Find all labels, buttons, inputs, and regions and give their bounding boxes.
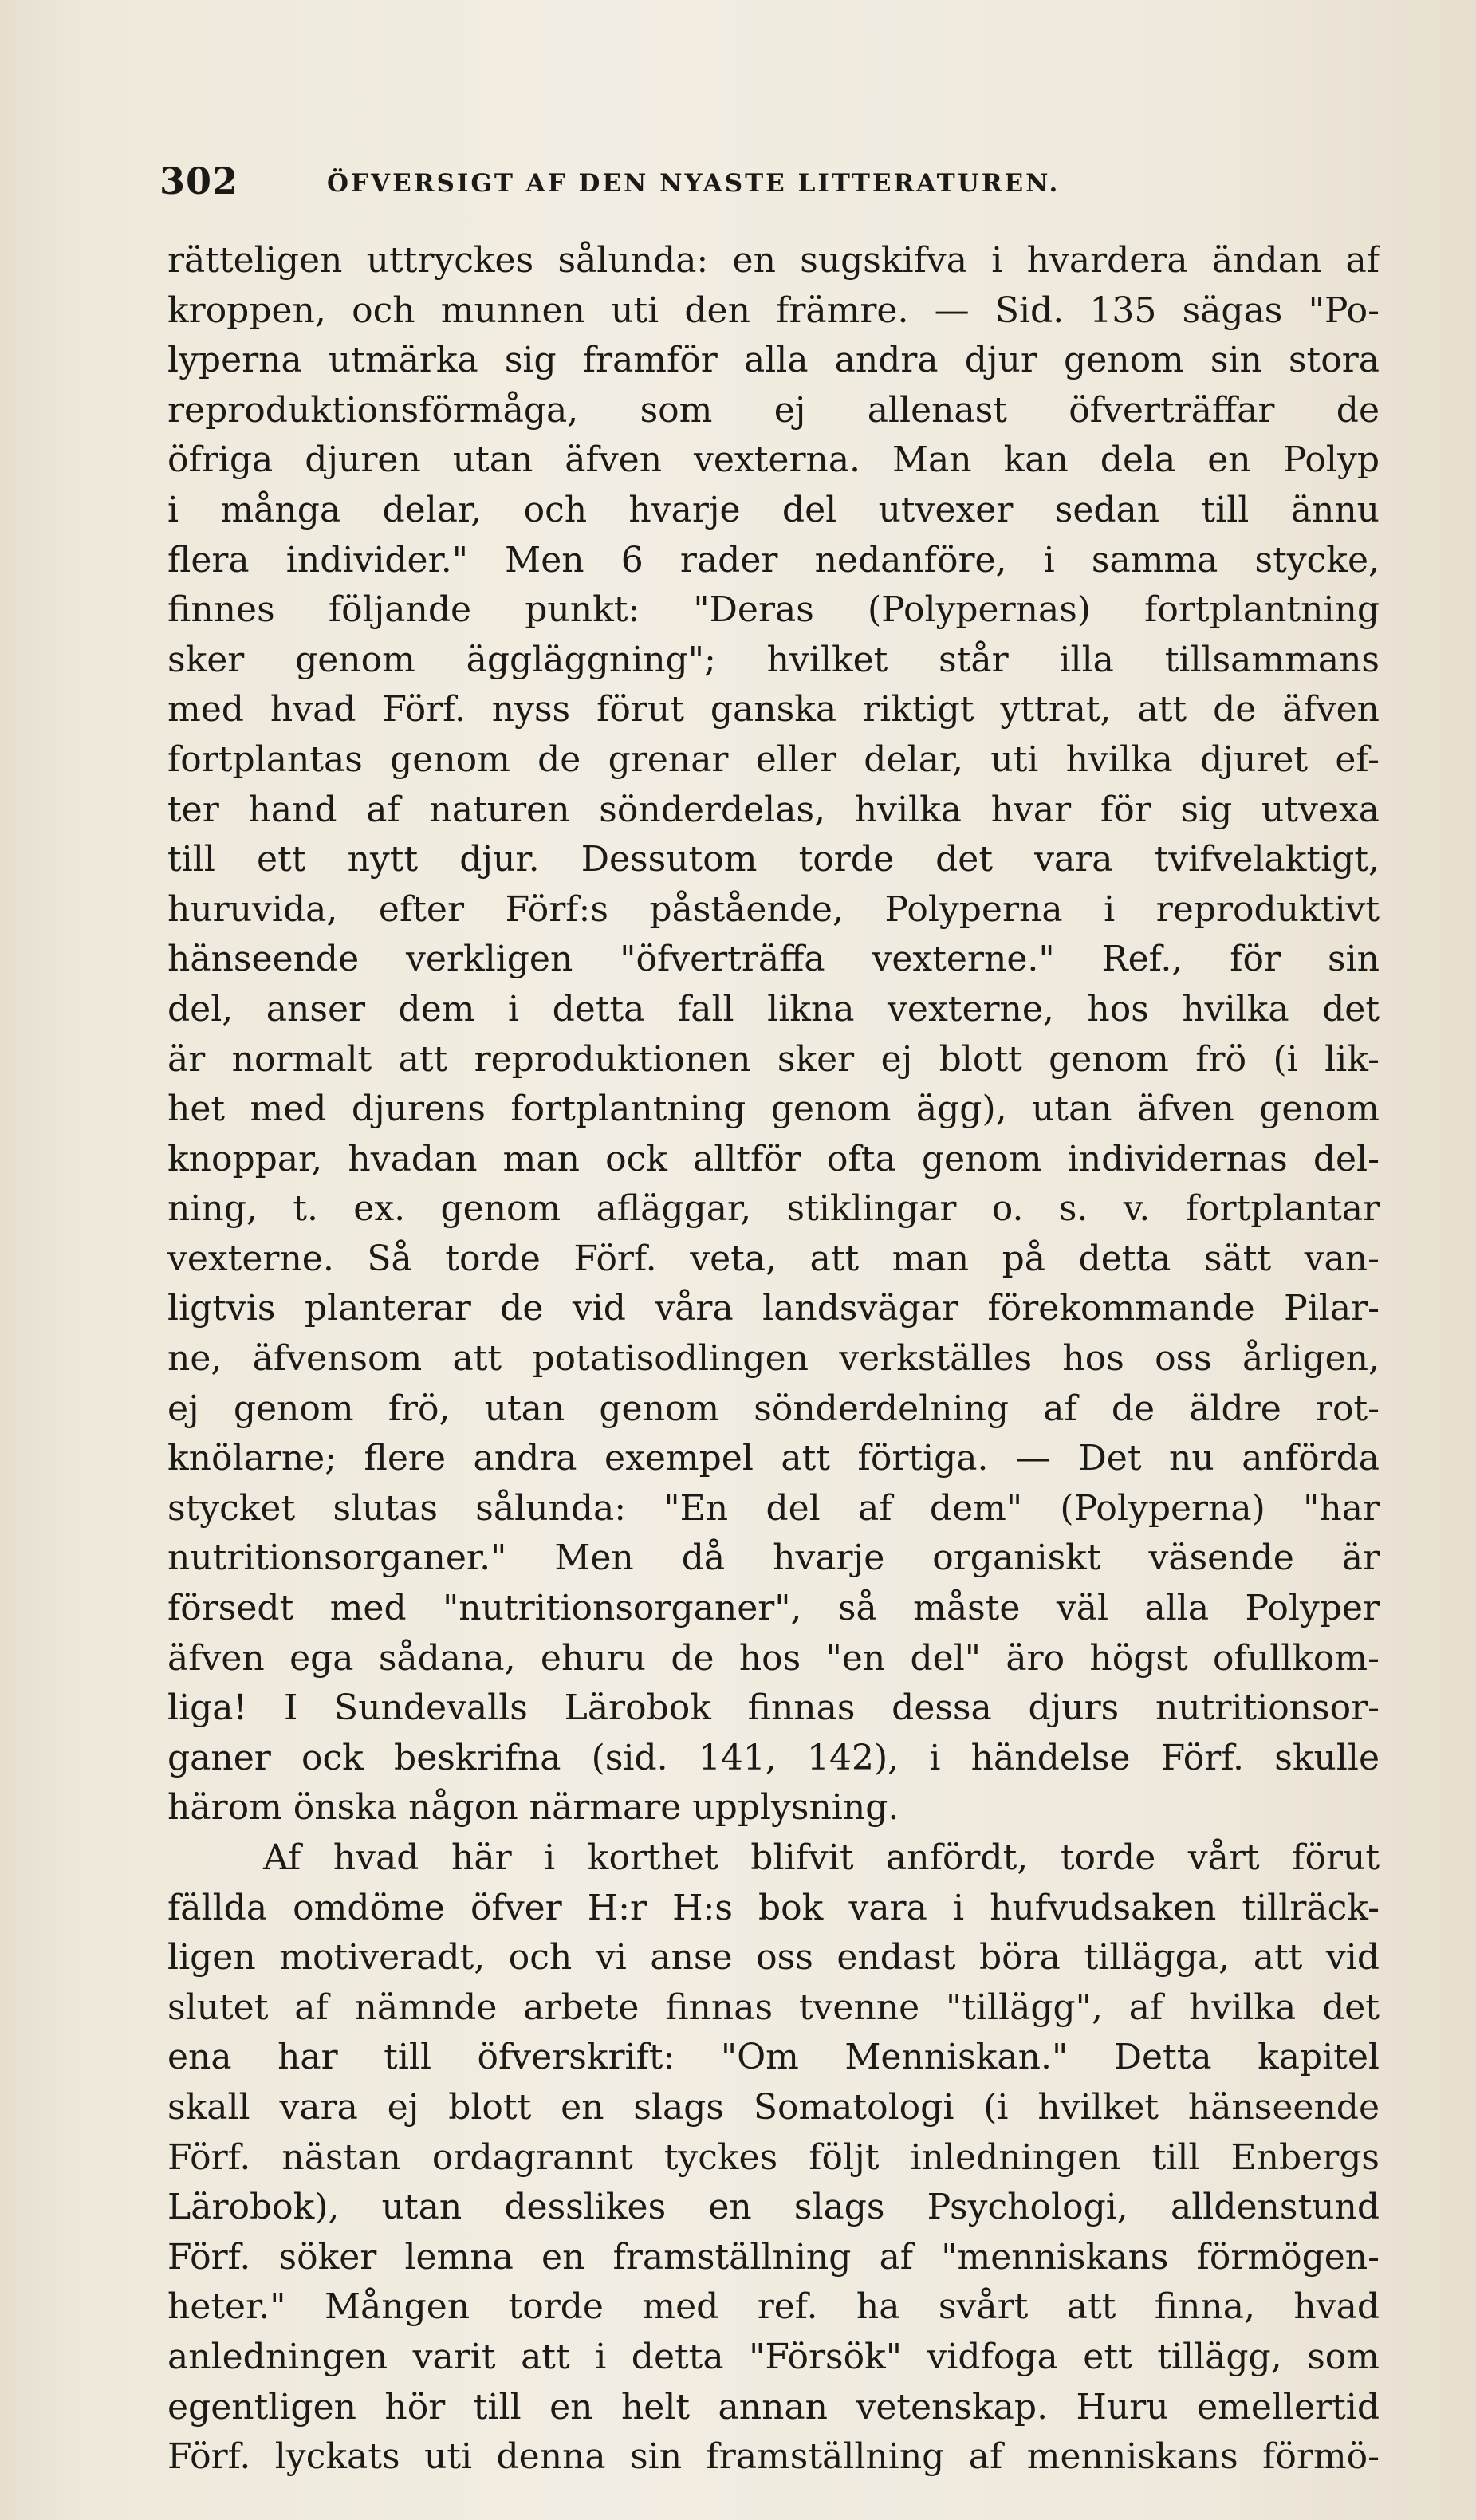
text-line: stycket slutas sålunda: "En del af dem" (Polyperna) "har bbox=[167, 1487, 1380, 1529]
text-line: ter hand af naturen sönderdelas, hvilka hvar för sig utvexa bbox=[167, 789, 1380, 830]
text-line: huruvida, efter Förf:s påstående, Polyperna i reproduktivt bbox=[167, 888, 1380, 930]
text-line: reproduktionsförmåga, som ej allenast öfverträffar de bbox=[167, 389, 1380, 431]
text-line: Förf. söker lemna en framställning af "menniskans förmögen- bbox=[167, 2236, 1380, 2278]
paragraph-end-line: härom önska någon närmare upplysning. bbox=[167, 1787, 899, 1829]
page-header bbox=[159, 159, 1380, 207]
text-line: ej genom frö, utan genom sönderdelning af de äldre rot- bbox=[167, 1388, 1380, 1429]
text-line: fortplantas genom de grenar eller delar, uti hvilka djuret ef- bbox=[167, 738, 1380, 780]
text-line: knölarne; flere andra exempel att förtiga. — Det nu anförda bbox=[167, 1438, 1380, 1479]
text-line: finnes följande punkt: "Deras (Polypernas) fortplantning bbox=[167, 589, 1380, 631]
text-line: ligtvis planterar de vid våra landsvägar förekommande Pilar- bbox=[167, 1288, 1380, 1329]
text-line: kroppen, och munnen uti den främre. — Sid. 135 sägas "Po- bbox=[167, 289, 1380, 331]
text-line: ena har till öfverskrift: "Om Menniskan." Detta kapitel bbox=[167, 2037, 1380, 2078]
text-line: egentligen hör till en helt annan vetenskap. Huru emellertid bbox=[167, 2386, 1380, 2427]
text-line: till ett nytt djur. Dessutom torde det vara tvifvelaktigt, bbox=[167, 839, 1380, 880]
text-line: heter." Mången torde med ref. ha svårt att finna, hvad bbox=[167, 2286, 1380, 2328]
text-line: ganer ock beskrifna (sid. 141, 142), i händelse Förf. skulle bbox=[167, 1737, 1380, 1778]
text-line: Förf. nästan ordagrannt tyckes följt inledningen till Enbergs bbox=[167, 2136, 1380, 2178]
text-line: vexterne. Så torde Förf. veta, att man på detta sätt van- bbox=[167, 1238, 1380, 1279]
text-line: anledningen varit att i detta "Försök" vidfoga ett tillägg, som bbox=[167, 2336, 1380, 2377]
text-line: äfven ega sådana, ehuru de hos "en del" äro högst ofullkom- bbox=[167, 1637, 1380, 1679]
text-line: ne, äfvensom att potatisodlingen verkställes hos oss årligen, bbox=[167, 1338, 1380, 1380]
text-line: ligen motiveradt, och vi anse oss endast böra tillägga, att vid bbox=[167, 1937, 1380, 1979]
body-text bbox=[167, 236, 1380, 2483]
text-line: lyperna utmärka sig framför alla andra djur genom sin stora bbox=[167, 340, 1380, 381]
text-line: het med djurens fortplantning genom ägg), utan äfven genom bbox=[167, 1089, 1380, 1130]
text-line: Förf. lyckats uti denna sin framställning af menniskans förmö- bbox=[167, 2436, 1380, 2478]
text-line: i många delar, och hvarje del utvexer sedan till ännu bbox=[167, 489, 1380, 530]
text-line: knoppar, hvadan man ock alltför ofta genom individernas del- bbox=[167, 1138, 1380, 1179]
text-line: sker genom äggläggning"; hvilket står illa tillsammans bbox=[167, 639, 1380, 680]
text-line: del, anser dem i detta fall likna vexterne, hos hvilka det bbox=[167, 988, 1380, 1030]
text-line: flera individer." Men 6 rader nedanföre, i samma stycke, bbox=[167, 539, 1380, 581]
page-number: 302 bbox=[159, 159, 239, 203]
text-line: skall vara ej blott en slags Somatologi (i hvilket hänseende bbox=[167, 2086, 1380, 2128]
paragraph-start-line: Af hvad här i korthet blifvit anfördt, torde vårt förut bbox=[263, 1837, 1380, 1878]
text-line: nutritionsorganer." Men då hvarje organiskt väsende är bbox=[167, 1538, 1380, 1579]
text-line: liga! I Sundevalls Lärobok finnas dessa djurs nutritionsor- bbox=[167, 1687, 1380, 1729]
text-line: ning, t. ex. genom afläggar, stiklingar o. s. v. fortplantar bbox=[167, 1188, 1380, 1230]
text-line: öfriga djuren utan äfven vexterna. Man kan dela en Polyp bbox=[167, 439, 1380, 481]
text-line: fällda omdöme öfver H:r H:s bok vara i hufvudsaken tillräck- bbox=[167, 1887, 1380, 1928]
text-line: rätteligen uttryckes sålunda: en sugskifva i hvardera ändan af bbox=[167, 240, 1380, 281]
text-line: Lärobok), utan desslikes en slags Psychologi, alldenstund bbox=[167, 2187, 1380, 2228]
running-title: ÖFVERSIGT AF DEN NYASTE LITTERATUREN. bbox=[327, 169, 1061, 198]
text-line: är normalt att reproduktionen sker ej blott genom frö (i lik- bbox=[167, 1038, 1380, 1080]
text-line: slutet af nämnde arbete finnas tvenne "tillägg", af hvilka det bbox=[167, 1986, 1380, 2028]
text-line: med hvad Förf. nyss förut ganska riktigt yttrat, att de äfven bbox=[167, 689, 1380, 730]
text-line: försedt med "nutritionsorganer", så måste väl alla Polyper bbox=[167, 1588, 1380, 1629]
text-line: hänseende verkligen "öfverträffa vexterne." Ref., för sin bbox=[167, 939, 1380, 980]
